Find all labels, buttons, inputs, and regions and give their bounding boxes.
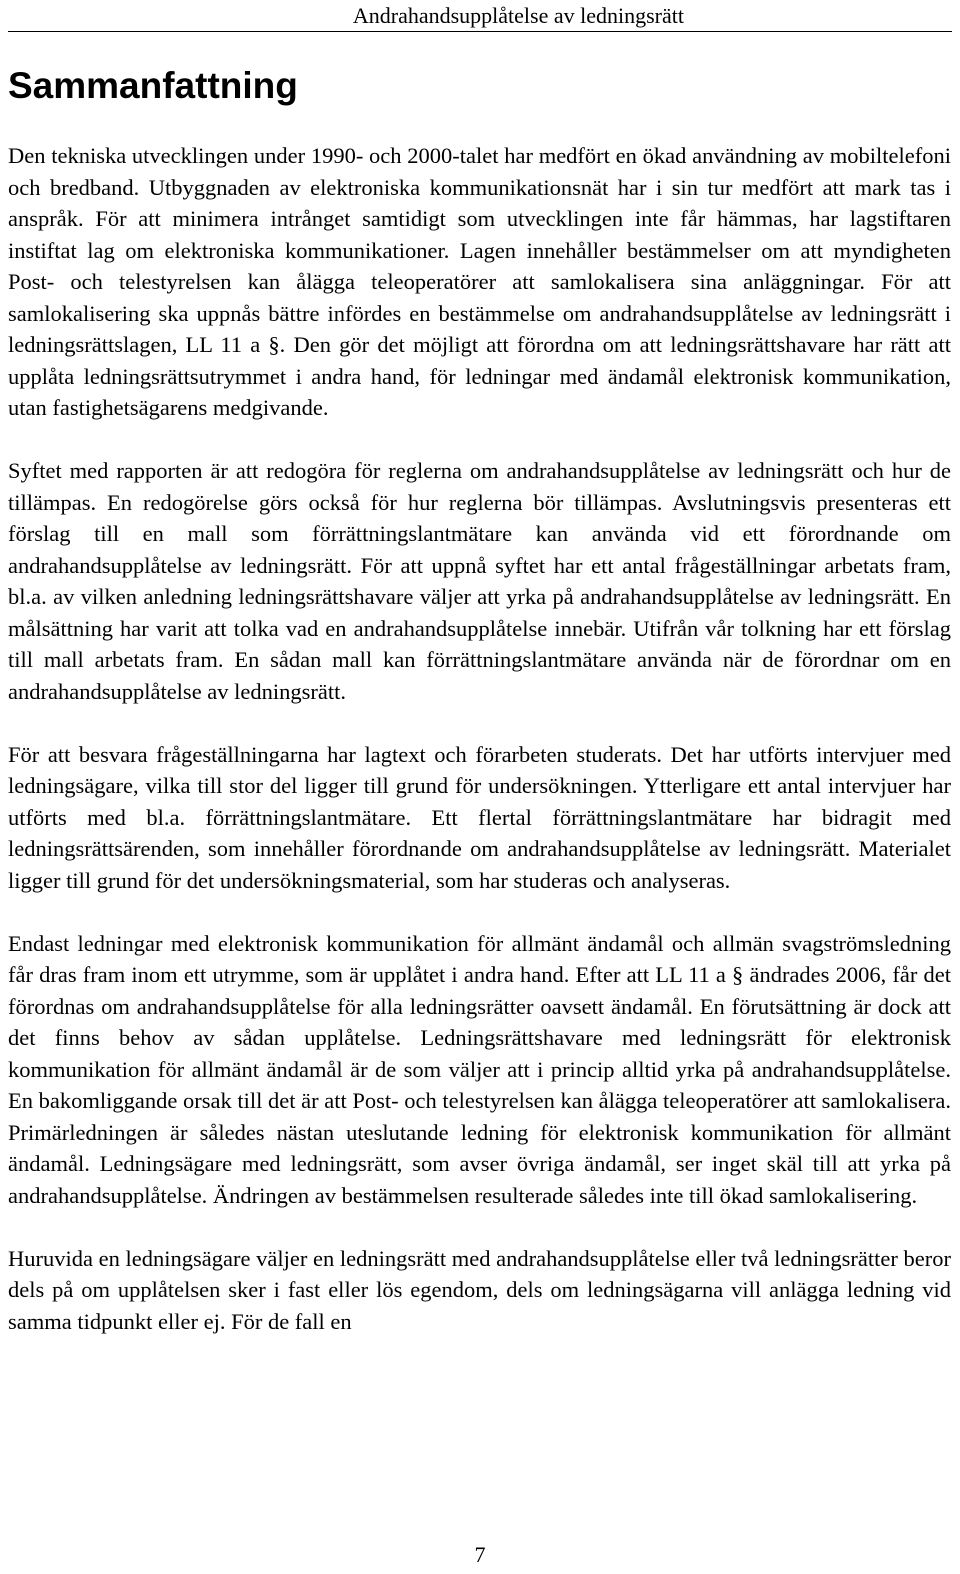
body-text bbox=[8, 140, 951, 1369]
running-header-title: Andrahandsupplåtelse av ledningsrätt bbox=[352, 3, 684, 28]
paragraph-2: Syftet med rapporten är att redogöra för reglerna om andrahandsupplåtelse av ledningsrätt och hur de tillämpas. En redogörelse görs också för hur reglerna bör tillämpas. Avslutningsvis presenteras ett förslag till en mall som förrättningslantmätare kan använda vid ett förordnande om andrahandsupplåtelse av ledningsrätt. För att uppnå syftet har ett antal frågeställningar arbetats fram, bl.a. av vilken anledning ledningsrättshavare väljer att yrka på andrahandsupplåtelse av ledningsrätt. En målsättning har varit att tolka vad en andrahandsupplåtelse innebär. Utifrån vår tolkning har ett förslag till mall arbetats fram. En sådan mall kan förrättningslantmätare använda när de förordnar om en andrahandsupplåtelse av ledningsrätt. bbox=[8, 458, 951, 704]
paragraph-3: För att besvara frågeställningarna har lagtext och förarbeten studerats. Det har utförts intervjuer med ledningsägare, vilka till stor del ligger till grund för undersökningen. Ytterligare ett antal intervjuer har utförts med bl.a. förrättningslantmätare. Ett flertal förrättningslantmätare har bidragit med ledningsrättsärenden, som innehåller förordnande om andrahandsupplåtelse av ledningsrätt. Materialet ligger till grund för det undersökningsmaterial, som har studeras och analyseras. bbox=[8, 741, 951, 893]
page-number: 7 bbox=[474, 1542, 486, 1567]
paragraph-5: Huruvida en ledningsägare väljer en ledningsrätt med andrahandsupplåtelse eller två ledningsrätter beror dels på om upplåtelsen sker i fast eller lös egendom, dels om ledningsägarna vill anlägga ledning vid samma tidpunkt eller ej. För de fall en bbox=[8, 1245, 951, 1334]
paragraph-1: Den tekniska utvecklingen under 1990- och 2000-talet har medfört en ökad användning av mobiltelefoni och bredband. Utbyggnaden av elektroniska kommunikationsnät har i sin tur medfört att mark tas i anspråk. För att minimera intrånget samtidigt som utvecklingen inte får hämmas, har lagstiftaren instiftat lag om elektroniska kommunikationer. Lagen innehåller bestämmelser om att myndigheten Post- och telestyrelsen kan ålägga teleoperatörer att samlokalisera sina anläggningar. För att samlokalisering ska uppnås bättre infördes en bestämmelse om andrahandsupplåtelse av ledningsrätt i ledningsrättslagen, LL 11 a §. Den gör det möjligt att förordna om att ledningsrättshavare har rätt att upplåta ledningsrättsutrymmet i andra hand, för ledningar med ändamål elektronisk kommunikation, utan fastighetsägarens medgivande. bbox=[8, 143, 951, 420]
paragraph-4: Endast ledningar med elektronisk kommunikation för allmänt ändamål och allmän svagströmsledning får dras fram inom ett utrymme, som är upplåtet i andra hand. Efter att LL 11 a § ändrades 2006, får det förordnas om andrahandsupplåtelse för alla ledningsrätter oavsett ändamål. En förutsättning är dock att det finns behov av sådan upplåtelse. Ledningsrättshavare med ledningsrätt för elektronisk kommunikation för allmänt ändamål är de som väljer att i princip alltid yrka på andrahandsupplåtelse. En bakomliggande orsak till det är att Post- och telestyrelsen kan ålägga teleoperatörer att samlokalisera. Primärledningen är således nästan uteslutande ledning för elektronisk kommunikation för allmänt ändamål. Ledningsägare med ledningsrätt, som avser övriga ändamål, ser inget skäl till att yrka på andrahandsupplåtelse. Ändringen av bestämmelsen resulterade således inte till ökad samlokalisering. bbox=[8, 930, 951, 1208]
section-title: Sammanfattning bbox=[8, 65, 298, 106]
running-header bbox=[8, 0, 952, 32]
